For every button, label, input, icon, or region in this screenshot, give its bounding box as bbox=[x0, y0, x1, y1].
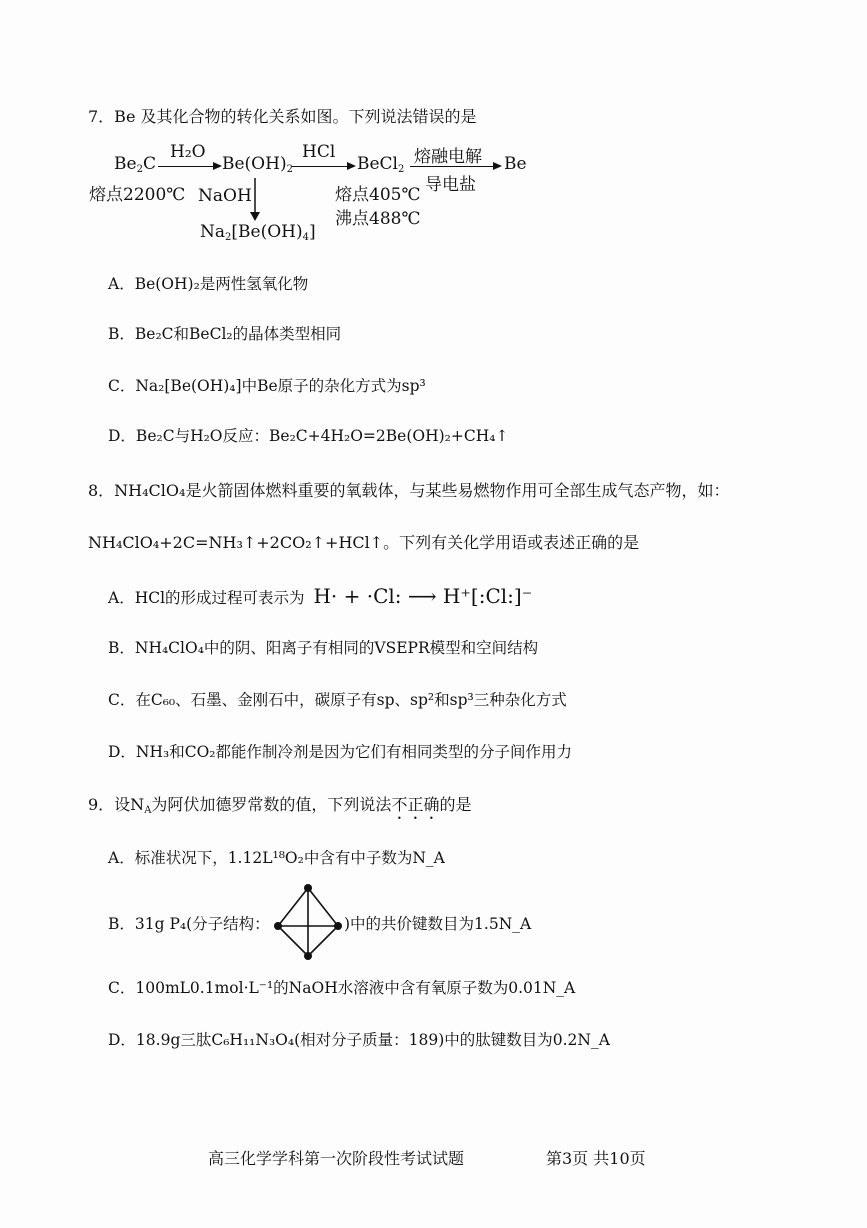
scheme-arrow-down bbox=[248, 178, 262, 222]
q7-stem: 7．Be 及其化合物的转化关系如图。下列说法错误的是 bbox=[88, 107, 477, 126]
q7-option-c: C．Na₂[Be(OH)₄]中Be原子的杂化方式为sp³ bbox=[108, 377, 426, 395]
q8-option-c: C．在C₆₀、石墨、金刚石中，碳原子有sp、sp²和sp³三种杂化方式 bbox=[108, 691, 567, 709]
scheme-step3-bottom: 导电盐 bbox=[425, 175, 476, 195]
scheme-branch-product: $Na_2[Be(OH)_4]$ bbox=[200, 222, 316, 243]
q8-option-a-text: A．HCl的形成过程可表示为 bbox=[108, 589, 305, 607]
scheme-arrow-2 bbox=[292, 166, 354, 167]
q8-stem: 8．NH₄ClO₄是火箭固体燃料重要的氧载体，与某些易燃物作用可全部生成气态产物，如： bbox=[88, 481, 730, 500]
q7-option-b: B．Be₂C和BeCl₂的晶体类型相同 bbox=[108, 325, 342, 343]
scheme-step3-top: 熔融电解 bbox=[414, 147, 482, 167]
scheme-becl2: BeCl$_2$ bbox=[357, 154, 405, 175]
footer-page-number: 第3页 共10页 bbox=[546, 1149, 646, 1168]
scheme-arrow-3 bbox=[410, 166, 500, 167]
scheme-be2c-melting-point: 熔点2200℃ bbox=[89, 185, 186, 205]
q9-emphasis: 不正确 bbox=[391, 795, 440, 814]
q7-option-d: D．Be₂C与H₂O反应：Be₂C+4H₂O=2Be(OH)₂+CH₄↑ bbox=[108, 427, 509, 445]
q9-option-b-post: )中的共价键数目为1.5N_A bbox=[344, 915, 532, 933]
q9-option-a: A．标准状况下，1.12L¹⁸O₂中含有中子数为N_A bbox=[108, 849, 445, 867]
scheme-be: Be bbox=[504, 154, 527, 174]
q9-stem: 9．设$N_A$为阿伏加德罗常数的值，下列说法不正确的是 bbox=[88, 795, 472, 816]
q8-option-a bbox=[108, 584, 532, 608]
footer-title: 高三化学学科第一次阶段性考试试题 bbox=[208, 1149, 465, 1168]
q8-option-b: B．NH₄ClO₄中的阴、阳离子有相同的VSEPR模型和空间结构 bbox=[108, 639, 539, 657]
q8-stem-equation: NH₄ClO₄+2C=NH₃↑+2CO₂↑+HCl↑。下列有关化学用语或表述正确的是 bbox=[88, 533, 640, 552]
scheme-branch-reagent: NaOH bbox=[198, 186, 252, 206]
q8-option-d: D．NH₃和CO₂都能作制冷剂是因为它们有相同类型的分子间作用力 bbox=[108, 743, 573, 761]
q9-option-b-pre: B．31g P₄(分子结构： bbox=[108, 915, 270, 933]
p4-tetrahedron-structure bbox=[272, 880, 344, 962]
scheme-beoh2: $Be(OH)_2$ bbox=[222, 154, 293, 175]
scheme-becl2-melting-point: 熔点405℃ bbox=[335, 185, 421, 205]
q9-option-b bbox=[108, 912, 270, 934]
scheme-step1-reagent: H₂O bbox=[170, 142, 206, 162]
q9-option-d: D．18.9g三肽C₆H₁₁N₃O₄(相对分子质量：189)中的肽键数目为0.2N_A bbox=[108, 1031, 610, 1049]
scheme-step2-reagent: HCl bbox=[302, 142, 336, 162]
scheme-becl2-boiling-point: 沸点488℃ bbox=[335, 209, 421, 229]
q9-option-c: C．100mL0.1mol·L⁻¹的NaOH水溶液中含有氧原子数为0.01N_A bbox=[108, 979, 576, 997]
scheme-arrow-1 bbox=[158, 166, 220, 167]
scheme-be2c: $Be_2C$ bbox=[114, 154, 156, 175]
q8-option-a-formula: H· + ·Cl: ⟶ H⁺[:Cl:]⁻ bbox=[313, 584, 533, 608]
q7-option-a: A．Be(OH)₂是两性氢氧化物 bbox=[108, 275, 309, 293]
